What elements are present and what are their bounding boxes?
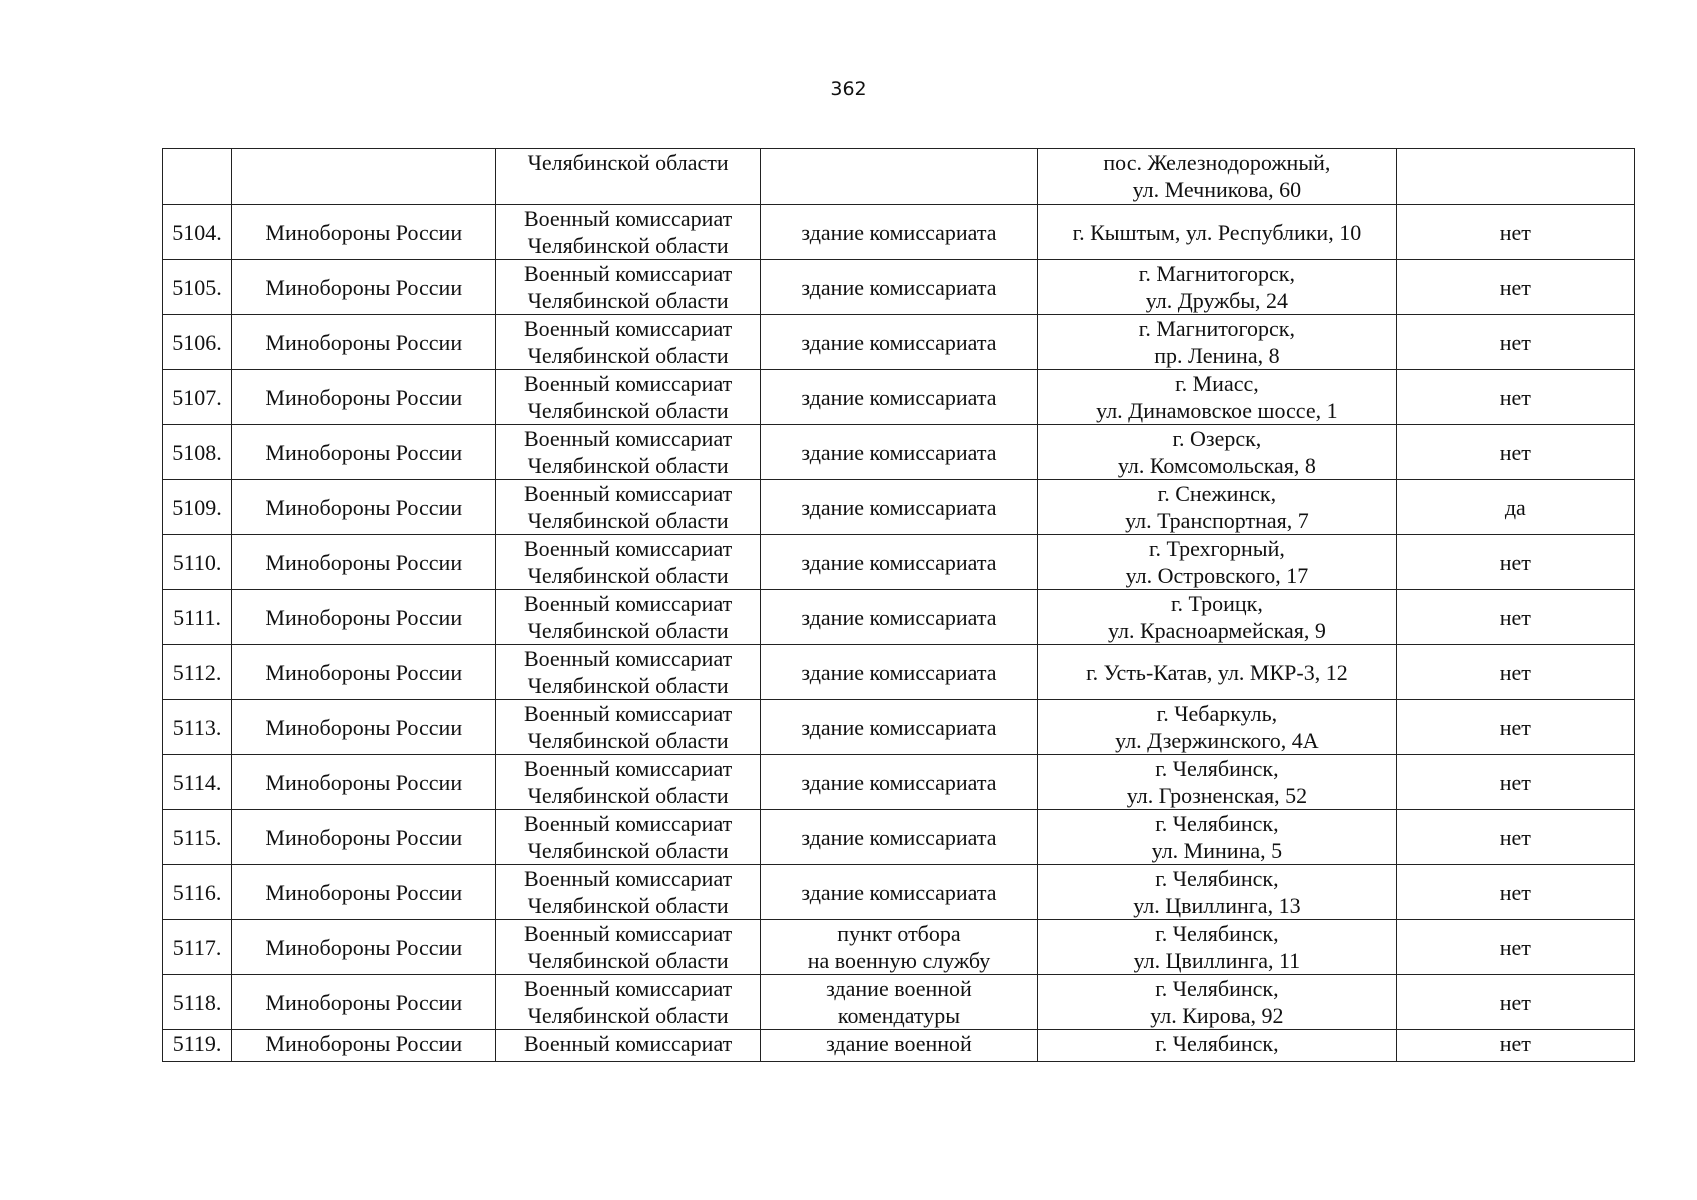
organization-line: Военный комиссариат <box>523 646 733 671</box>
address-line: г. Трехгорный, <box>1148 536 1285 561</box>
cell-object <box>760 920 1037 975</box>
cell-flag: нет <box>1396 370 1634 425</box>
cell-department: Минобороны России <box>232 535 496 590</box>
cell-object <box>760 755 1037 810</box>
cell-address <box>1038 205 1396 260</box>
cell-organization <box>496 700 760 755</box>
cell-department: Минобороны России <box>232 315 496 370</box>
cell-address <box>1038 645 1396 700</box>
address-line: ул. Красноармейская, 9 <box>1107 618 1326 643</box>
cell-organization <box>496 920 760 975</box>
object-line: здание комиссариата <box>801 879 997 905</box>
cell-flag: нет <box>1396 590 1634 645</box>
table-row-continued <box>163 149 1635 205</box>
organization-line: Челябинской области <box>527 343 729 368</box>
address-line: ул. Островского, 17 <box>1125 563 1309 588</box>
cell-organization <box>496 865 760 920</box>
address-line: г. Челябинск, <box>1155 921 1279 946</box>
organization-line: Челябинской области <box>527 1003 729 1028</box>
address-line: ул. Грозненская, 52 <box>1126 783 1308 808</box>
address-line: ул. Дзержинского, 4А <box>1115 728 1319 753</box>
organization-line: Военный комиссариат <box>523 976 733 1001</box>
cell-number <box>163 149 232 205</box>
cell-number: 5111. <box>163 590 232 645</box>
cell-flag: нет <box>1396 975 1634 1030</box>
organization-line: Челябинской области <box>527 783 729 808</box>
cell-number: 5110. <box>163 535 232 590</box>
cell-department: Минобороны России <box>232 755 496 810</box>
cell-organization <box>496 755 760 810</box>
cell-address <box>1038 315 1396 370</box>
organization-line: Челябинской области <box>527 948 729 973</box>
cell-number: 5107. <box>163 370 232 425</box>
object-line: здание комиссариата <box>801 769 997 795</box>
object-line: здание комиссариата <box>801 604 997 630</box>
cell-department <box>232 149 496 205</box>
address-line: ул. Цвиллинга, 11 <box>1133 948 1301 973</box>
table-row <box>163 920 1635 975</box>
cell-number: 5112. <box>163 645 232 700</box>
object-line: здание комиссариата <box>801 549 997 575</box>
object-line: здание комиссариата <box>801 659 997 685</box>
table-body <box>163 149 1635 1062</box>
table-row <box>163 755 1635 810</box>
cell-number: 5117. <box>163 920 232 975</box>
address-line: г. Челябинск, <box>1155 976 1279 1001</box>
object-line: здание военной <box>826 1031 972 1056</box>
address-line: г. Усть-Катав, ул. МКР-3, 12 <box>1086 659 1348 685</box>
cell-organization <box>496 260 760 315</box>
table-row <box>163 480 1635 535</box>
cell-address <box>1038 370 1396 425</box>
address-line: г. Чебаркуль, <box>1156 701 1278 726</box>
address-line: г. Миасс, <box>1175 371 1259 396</box>
cell-address <box>1038 700 1396 755</box>
cell-address <box>1038 920 1396 975</box>
cell-number: 5115. <box>163 810 232 865</box>
organization-line: Челябинской области <box>527 398 729 423</box>
cell-number: 5118. <box>163 975 232 1030</box>
cell-organization <box>496 149 760 205</box>
cell-number: 5116. <box>163 865 232 920</box>
cell-department: Минобороны России <box>232 205 496 260</box>
table-row <box>163 645 1635 700</box>
cell-object <box>760 865 1037 920</box>
property-registry-table <box>162 148 1635 1062</box>
object-line: здание комиссариата <box>801 494 997 520</box>
address-line: ул. Транспортная, 7 <box>1125 508 1309 533</box>
cell-object <box>760 645 1037 700</box>
cell-number: 5108. <box>163 425 232 480</box>
organization-line: Военный комиссариат <box>523 921 733 946</box>
object-line: здание комиссариата <box>801 329 997 355</box>
table-row <box>163 810 1635 865</box>
cell-number: 5105. <box>163 260 232 315</box>
cell-department: Минобороны России <box>232 920 496 975</box>
cell-department: Минобороны России <box>232 425 496 480</box>
address-line: г. Кыштым, ул. Республики, 10 <box>1072 219 1362 245</box>
address-line: пр. Ленина, 8 <box>1154 343 1280 368</box>
cell-object <box>760 590 1037 645</box>
organization-line: Челябинской области <box>527 453 729 478</box>
table-row <box>163 1030 1635 1062</box>
cell-flag <box>1396 149 1634 205</box>
cell-address <box>1038 149 1396 205</box>
object-line: здание комиссариата <box>801 274 997 300</box>
cell-object <box>760 535 1037 590</box>
object-line: здание комиссариата <box>801 384 997 410</box>
cell-department: Минобороны России <box>232 865 496 920</box>
address-line: ул. Комсомольская, 8 <box>1117 453 1316 478</box>
cell-flag: нет <box>1396 425 1634 480</box>
cell-number: 5119. <box>163 1030 232 1062</box>
cell-address <box>1038 975 1396 1030</box>
cell-flag: нет <box>1396 260 1634 315</box>
cell-flag: да <box>1396 480 1634 535</box>
cell-organization <box>496 590 760 645</box>
object-line: на военную службу <box>807 948 991 973</box>
cell-address <box>1038 535 1396 590</box>
cell-object <box>760 205 1037 260</box>
object-line: здание комиссариата <box>801 219 997 245</box>
cell-organization <box>496 205 760 260</box>
cell-number: 5104. <box>163 205 232 260</box>
organization-line: Военный комиссариат <box>523 866 733 891</box>
cell-object <box>760 315 1037 370</box>
table-row <box>163 315 1635 370</box>
cell-organization <box>496 315 760 370</box>
cell-flag: нет <box>1396 645 1634 700</box>
organization-line: Военный комиссариат <box>523 316 733 341</box>
organization-line: Военный комиссариат <box>523 206 733 231</box>
cell-flag: нет <box>1396 810 1634 865</box>
cell-organization <box>496 645 760 700</box>
cell-address <box>1038 590 1396 645</box>
cell-flag: нет <box>1396 535 1634 590</box>
table-row <box>163 260 1635 315</box>
cell-organization <box>496 370 760 425</box>
cell-number: 5109. <box>163 480 232 535</box>
cell-organization <box>496 425 760 480</box>
organization-line: Военный комиссариат <box>523 371 733 396</box>
address-line: г. Челябинск, <box>1155 811 1279 836</box>
table-row <box>163 370 1635 425</box>
table-row <box>163 975 1635 1030</box>
cell-number: 5106. <box>163 315 232 370</box>
cell-department: Минобороны России <box>232 590 496 645</box>
page-number: 362 <box>830 78 867 100</box>
cell-department: Минобороны России <box>232 810 496 865</box>
cell-object <box>760 425 1037 480</box>
organization-line: Военный комиссариат <box>523 811 733 836</box>
organization-line: Военный комиссариат <box>523 756 733 781</box>
table-row <box>163 205 1635 260</box>
cell-object <box>760 975 1037 1030</box>
cell-flag: нет <box>1396 920 1634 975</box>
cell-address <box>1038 755 1396 810</box>
address-line: ул. Минина, 5 <box>1151 838 1283 863</box>
cell-object <box>760 810 1037 865</box>
organization-line: Челябинской области <box>527 233 729 258</box>
organization-line: Военный комиссариат <box>523 591 733 616</box>
organization-line: Челябинской области <box>527 618 729 643</box>
object-line: здание комиссариата <box>801 714 997 740</box>
cell-address <box>1038 425 1396 480</box>
cell-flag: нет <box>1396 865 1634 920</box>
object-line: здание комиссариата <box>801 824 997 850</box>
cell-object <box>760 1030 1037 1062</box>
cell-object <box>760 480 1037 535</box>
organization-line: Челябинской области <box>527 838 729 863</box>
cell-flag: нет <box>1396 1030 1634 1062</box>
cell-flag: нет <box>1396 315 1634 370</box>
organization-line: Военный комиссариат <box>523 1031 733 1056</box>
object-line: пункт отбора <box>837 921 961 946</box>
organization-line: Военный комиссариат <box>523 481 733 506</box>
organization-line: Челябинской области <box>527 673 729 698</box>
cell-address <box>1038 865 1396 920</box>
table-row <box>163 865 1635 920</box>
cell-number: 5114. <box>163 755 232 810</box>
organization-line: Военный комиссариат <box>523 426 733 451</box>
address-line: ул. Дружбы, 24 <box>1145 288 1289 313</box>
object-line: здание военной <box>826 976 972 1001</box>
cell-department: Минобороны России <box>232 480 496 535</box>
address-line: ул. Динамовское шоссе, 1 <box>1096 398 1338 423</box>
organization-line: Челябинской области <box>527 508 729 533</box>
cell-object <box>760 370 1037 425</box>
cell-address <box>1038 480 1396 535</box>
table-row <box>163 535 1635 590</box>
address-line: пос. Железнодорожный, <box>1103 150 1331 175</box>
address-line: ул. Кирова, 92 <box>1150 1003 1284 1028</box>
object-line: комендатуры <box>837 1003 961 1028</box>
address-line: г. Троицк, <box>1170 591 1263 616</box>
cell-flag: нет <box>1396 755 1634 810</box>
cell-object <box>760 149 1037 205</box>
cell-department: Минобороны России <box>232 645 496 700</box>
cell-address <box>1038 810 1396 865</box>
cell-department: Минобороны России <box>232 1030 496 1062</box>
organization-line: Челябинской области <box>527 288 729 313</box>
cell-department: Минобороны России <box>232 370 496 425</box>
cell-organization <box>496 975 760 1030</box>
organization-line: Военный комиссариат <box>523 536 733 561</box>
address-line: г. Челябинск, <box>1155 1031 1279 1056</box>
cell-object <box>760 260 1037 315</box>
object-line: здание комиссариата <box>801 439 997 465</box>
cell-department: Минобороны России <box>232 700 496 755</box>
organization-line: Челябинской области <box>527 728 729 753</box>
cell-flag: нет <box>1396 205 1634 260</box>
address-line: ул. Мечникова, 60 <box>1132 177 1302 202</box>
address-line: г. Снежинск, <box>1157 481 1277 506</box>
cell-organization <box>496 535 760 590</box>
table-row <box>163 700 1635 755</box>
cell-address <box>1038 1030 1396 1062</box>
table-row <box>163 425 1635 480</box>
cell-flag: нет <box>1396 700 1634 755</box>
cell-address <box>1038 260 1396 315</box>
cell-organization <box>496 1030 760 1062</box>
cell-organization <box>496 480 760 535</box>
address-line: г. Магнитогорск, <box>1138 261 1295 286</box>
cell-department: Минобороны России <box>232 260 496 315</box>
address-line: ул. Цвиллинга, 13 <box>1133 893 1301 918</box>
organization-line: Челябинской области <box>527 563 729 588</box>
table-row <box>163 590 1635 645</box>
organization-line: Военный комиссариат <box>523 701 733 726</box>
organization-line: Челябинской области <box>527 893 729 918</box>
cell-object <box>760 700 1037 755</box>
organization-line: Челябинской области <box>527 150 729 175</box>
cell-organization <box>496 810 760 865</box>
address-line: г. Челябинск, <box>1155 866 1279 891</box>
cell-number: 5113. <box>163 700 232 755</box>
cell-department: Минобороны России <box>232 975 496 1030</box>
address-line: г. Челябинск, <box>1155 756 1279 781</box>
address-line: г. Магнитогорск, <box>1138 316 1295 341</box>
organization-line: Военный комиссариат <box>523 261 733 286</box>
address-line: г. Озерск, <box>1172 426 1262 451</box>
